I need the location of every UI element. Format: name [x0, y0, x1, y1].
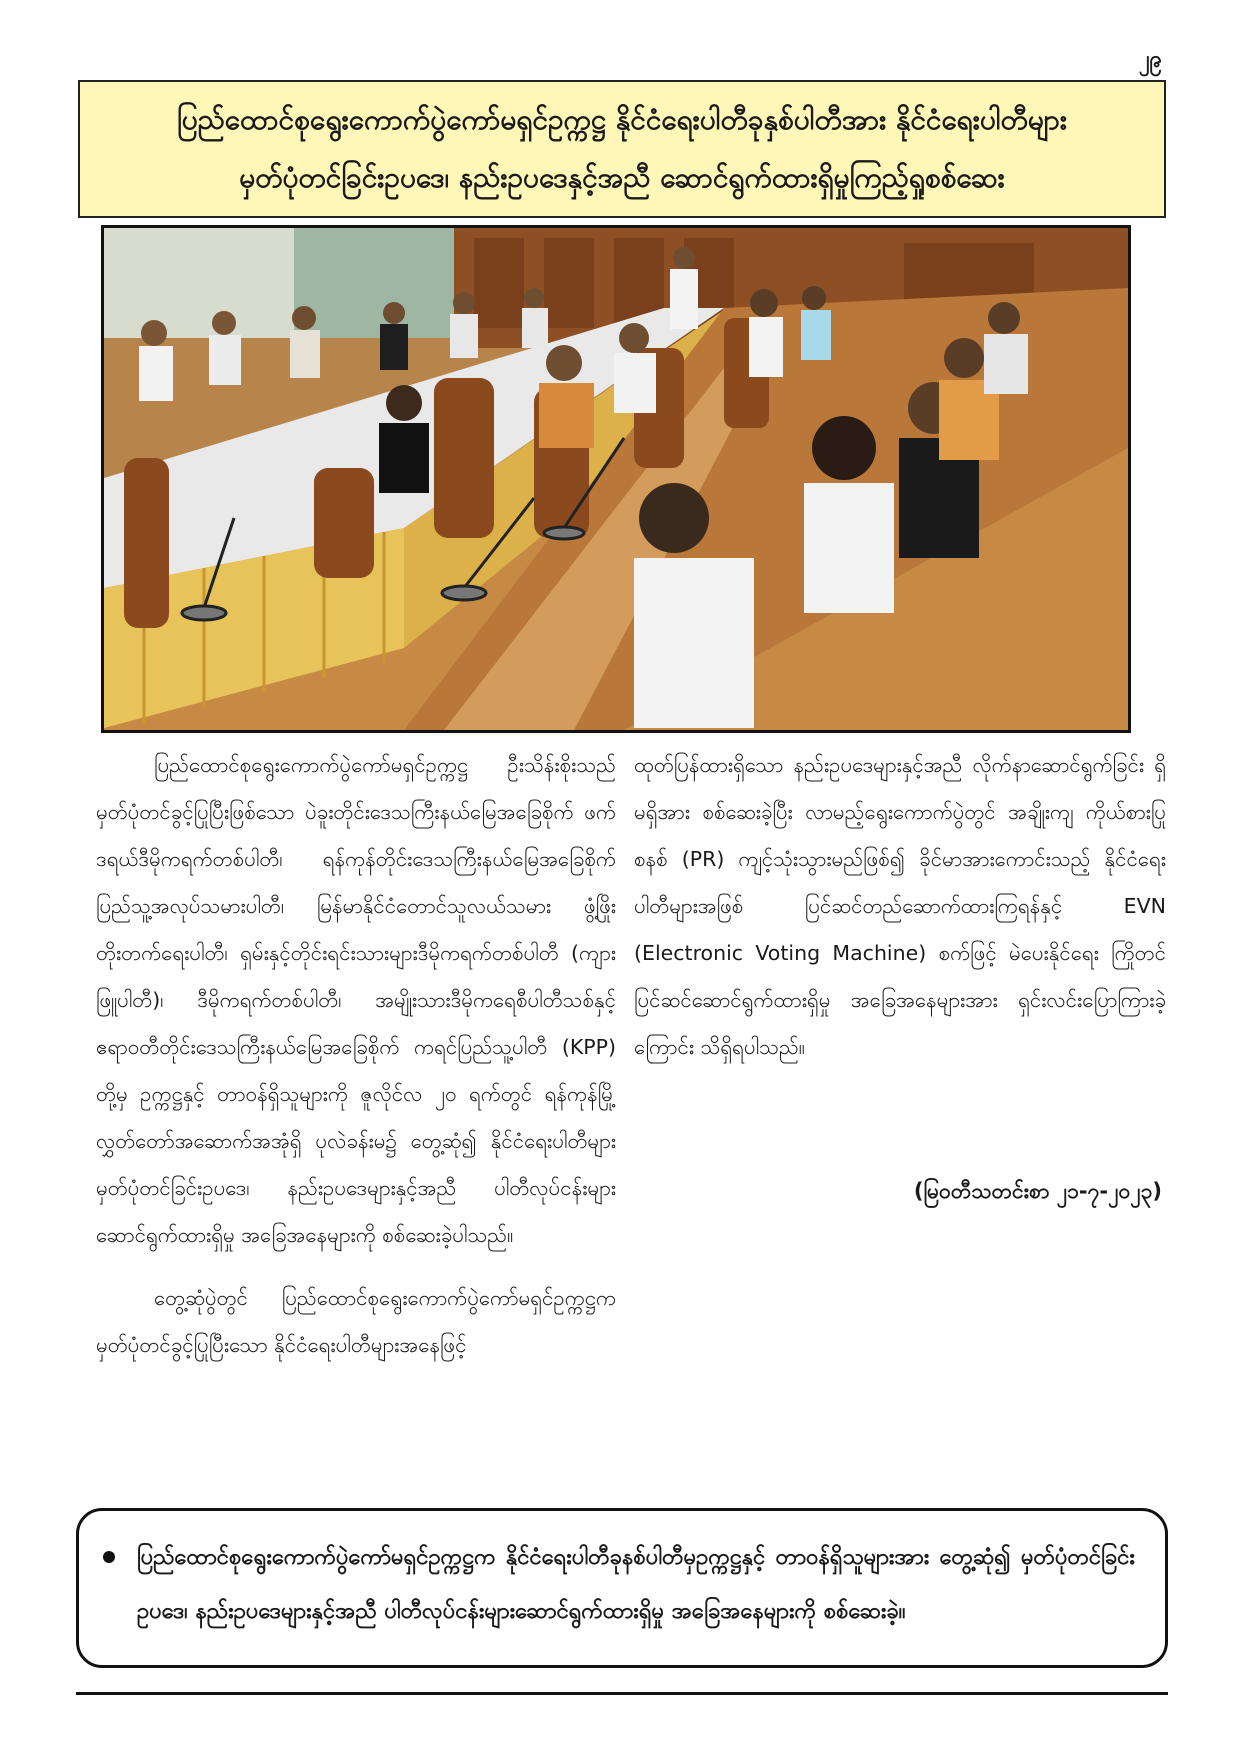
- article-paragraph-1: ပြည်ထောင်စုရွေးကောက်ပွဲကော်မရှင်ဥက္ကဋ္ဌ ဦးသိန်းစိုးသည် မှတ်ပုံတင်ခွင့်ပြုပြီးဖြစ်သော ပဲခူးတိုင်းဒေသကြီးနယ်မြေအခြေစိုက် ဖက်ဒရယ်ဒီမိုကရက်တစ်ပါတီ၊ ရန်ကုန်တိုင်းဒေသကြီးနယ်မြေအခြေစိုက် ပြည်သူ့အလုပ်သမားပါတီ၊ မြန်မာနိုင်ငံတောင်သူလယ်သမား ဖွံ့ဖြိုးတိုးတက်ရေးပါတီ၊ ရှမ်းနှင့်တိုင်းရင်းသားများဒီမိုကရက်တစ်ပါတီ (ကျားဖြူပါတီ)၊ ဒီမိုကရက်တစ်ပါတီ၊ အမျိုးသားဒီမိုကရေစီပါတီသစ်နှင့် ဧရာဝတီတိုင်းဒေသကြီးနယ်မြေအခြေစိုက် ကရင်ပြည်သူ့ပါတီ (KPP) တို့မှ ဥက္ကဋ္ဌနှင့် တာဝန်ရှိသူများကို ဇူလိုင်လ ၂၀ ရက်တွင် ရန်ကုန်မြို့လွှတ်တော်အဆောက်အအုံရှိ ပုလဲခန်းမ၌ တွေ့ဆုံ၍ နိုင်ငံရေးပါတီများ မှတ်ပုံတင်ခြင်းဥပဒေ၊ နည်းဥပဒေများနှင့်အညီ ပါတီလုပ်ငန်းများ ဆောင်ရွက်ထားရှိမှု အခြေအနေများကို စစ်ဆေးခဲ့ပါသည်။: [96, 753, 616, 1247]
- summary-text: ပြည်ထောင်စုရွေးကောက်ပွဲကော်မရှင်ဥက္ကဋ္ဌက နိုင်ငံရေးပါတီခုနစ်ပါတီမှဥက္ကဋ္ဌနှင့် တာဝန်ရှိသူများအား တွေ့ဆုံ၍ မှတ်ပုံတင်ခြင်းဥပဒေ၊ နည်းဥပဒေများနှင့်အညီ ပါတီလုပ်ငန်းများဆောင်ရွက်ထားရှိမှု အခြေအနေများကို စစ်ဆေးခဲ့။: [137, 1545, 1135, 1624]
- article-paragraph-2-continued: ထုတ်ပြန်ထားရှိသော နည်းဥပဒေများနှင့်အညီ လိုက်နာဆောင်ရွက်ခြင်း ရှိမရှိအား စစ်ဆေးခဲ့ပြီး လာမည့်ရွေးကောက်ပွဲတွင် အချိုးကျ ကိုယ်စားပြုစနစ် (PR) ကျင့်သုံးသွားမည်ဖြစ်၍ ခိုင်မာအားကောင်းသည့် နိုင်ငံရေးပါတီများအဖြစ် ပြင်ဆင်တည်ဆောက်ထားကြရန်နှင့် EVN (Electronic Voting Machine) စက်ဖြင့် မဲပေးနိုင်ရေး ကြိုတင်ပြင်ဆင်ဆောင်ရွက်ထားရှိမှု အခြေအနေများအား ရှင်းလင်းပြောကြားခဲ့ကြောင်း သိရှိရပါသည်။: [634, 753, 1166, 1059]
- page-number: ၂၉: [1138, 47, 1162, 72]
- article-paragraph-2-start: တွေ့ဆုံပွဲတွင် ပြည်ထောင်စုရွေးကောက်ပွဲကော်မရှင်ဥက္ကဋ္ဌက မှတ်ပုံတင်ခွင့်ပြုပြီးသော နိုင်ငံရေးပါတီများအနေဖြင့်: [96, 1286, 616, 1357]
- bullet-icon: [103, 1551, 115, 1563]
- article-source: (မြဝတီသတင်းစာ ၂၁-၇-၂၀၂၃): [913, 1179, 1162, 1203]
- bottom-rule: [76, 1692, 1168, 1695]
- headline-line-2: မှတ်ပုံတင်ခြင်းဥပဒေ၊ နည်းဥပဒေနှင့်အညီ ဆောင်ရွက်ထားရှိမှုကြည့်ရှုစစ်ဆေး: [239, 161, 1005, 194]
- headline-line-1: ပြည်ထောင်စုရွေးကောက်ပွဲကော်မရှင်ဥက္ကဋ္ဌ နိုင်ငံရေးပါတီခုနှစ်ပါတီအား နိုင်ငံရေးပါတီများ: [177, 103, 1067, 136]
- headline-box: [78, 80, 1166, 218]
- article-column-left: [96, 742, 616, 1369]
- article-column-right: [634, 742, 1166, 1071]
- summary-box: [76, 1508, 1168, 1668]
- meeting-photo: [101, 225, 1131, 733]
